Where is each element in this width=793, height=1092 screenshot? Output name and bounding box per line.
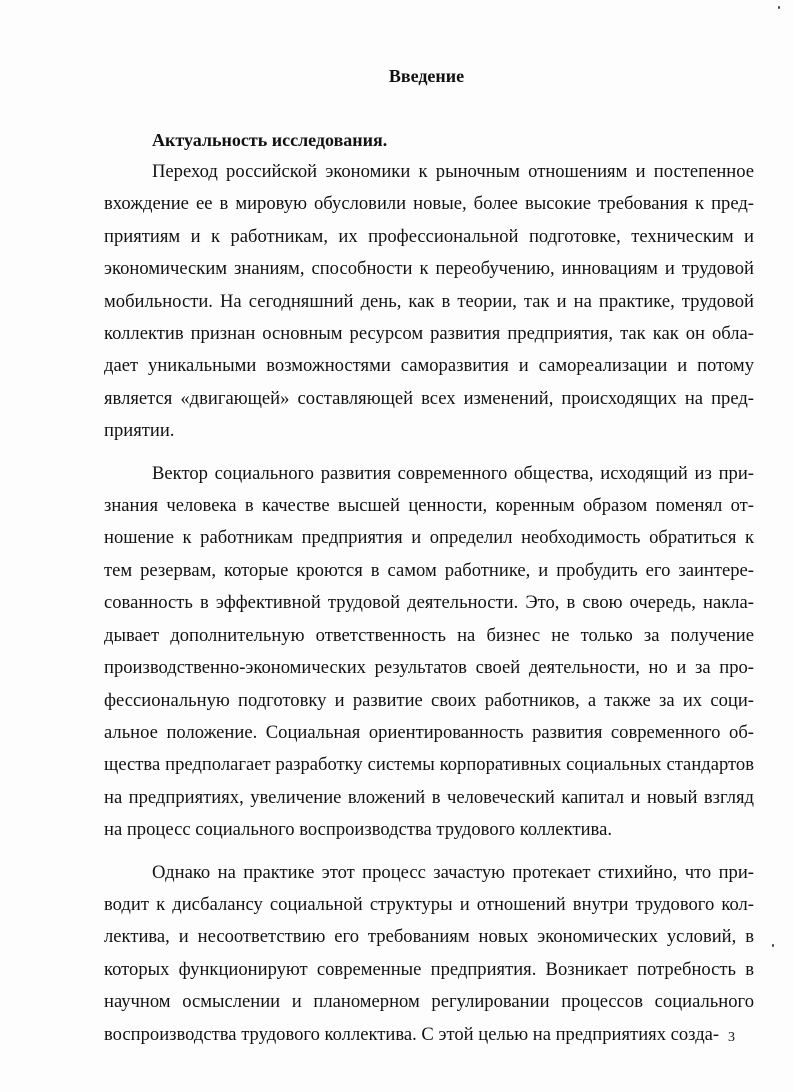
scan-artifact — [778, 6, 780, 9]
page-title: Введение — [388, 66, 465, 86]
scan-artifact — [772, 944, 774, 947]
paragraph: Переход российской экономики к рыночным отношениям и постепенное вхождение ее в мировую обусловили новые, более высокие требования к предприятиям и к работникам, их профессиональной подготовке, техническим и экономическим знаниям, способности к переобучению, инновациям и трудовой мобильности. На сегодняшний день, как в теории, так и на практике, трудовой коллектив признан основным ресурсом развития предприятия, так как он обладает уникальными возможностями саморазвития и самореализации и потому является «двигающей» составляющей всех изменений, происходящих на предприятии. — [104, 161, 754, 442]
section-heading: Актуальность исследования. — [152, 130, 388, 150]
body-text — [104, 156, 754, 1051]
paragraph: Однако на практике этот процесс зачастую протекает стихийно, что приводит к дисбалансу социальной структуры и отношений внутри трудового коллектива, и несоответствию его требованиям новых экономических условий, в которых функционируют современные предприятия. Возникает потребность в научном осмыслении и планомерном регулировании процессов социального воспроизводства трудового коллектива. С этой целью на предприятиях созда- — [104, 861, 754, 1045]
paragraph: Вектор социального развития современного общества, исходящий из признания человека в качестве высшей ценности, коренным образом поменял отношение к работникам предприятия и определил необходимость обратиться к тем резервам, которые кроются в самом работнике, и пробудить его заинтересованность в эффективной трудовой деятельности. Это, в свою очередь, накладывает дополнительную ответственность на бизнес не только за получение производственно-экономических результатов своей деятельности, но и за профессиональную подготовку и развитие своих работников, а также за их социальное положение. Социальная ориентированность развития современного общества предполагает разработку системы корпоративных социальных стандартов на предприятиях, увеличение вложений в человеческий капитал и новый взгляд на процесс социального воспроизводства трудового коллектива. — [104, 462, 754, 841]
page-number: 3 — [728, 1030, 735, 1045]
